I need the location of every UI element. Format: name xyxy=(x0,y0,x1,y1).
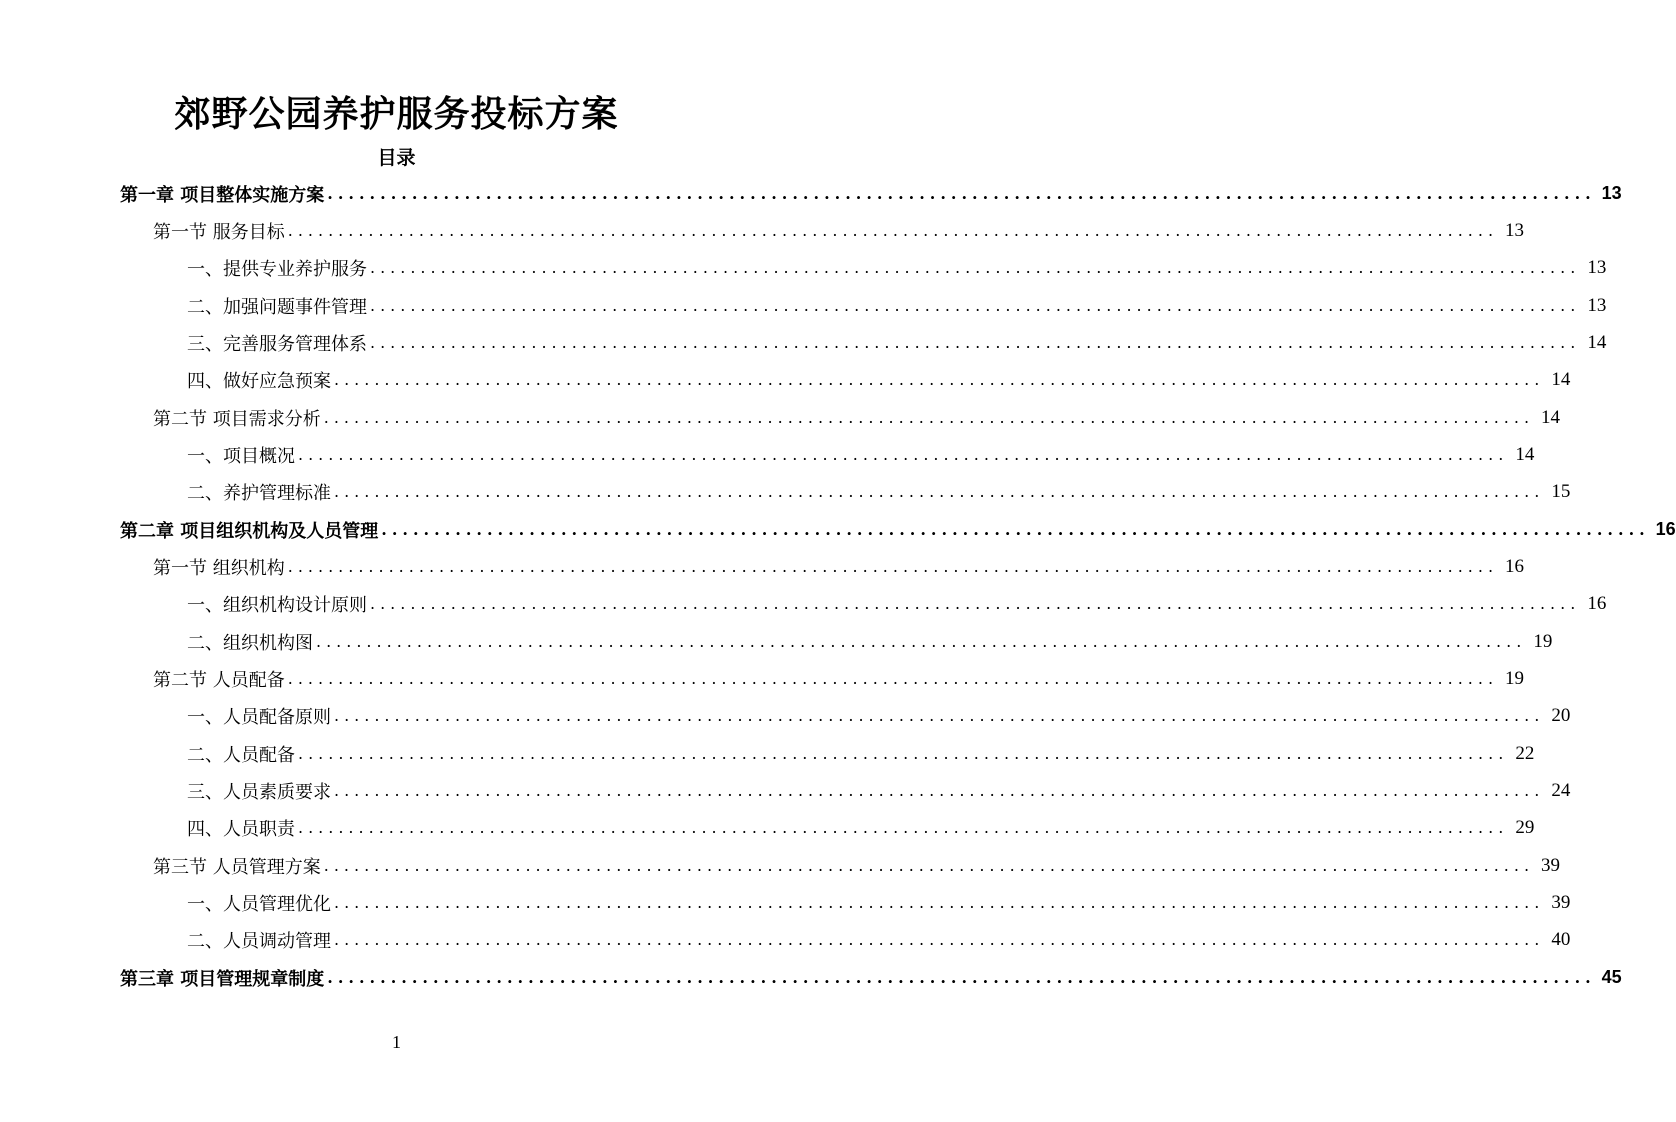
toc-entry-subsection[interactable] xyxy=(187,735,1535,772)
toc-entry-page: 14 xyxy=(1541,406,1561,428)
toc-entry-label: 二、组织机构图 xyxy=(187,632,313,654)
toc-entry-subsection[interactable] xyxy=(187,697,1571,734)
toc-dot-leader: ........................................................................................................................ xyxy=(287,221,1499,240)
toc-dot-leader: ........................................................................................................................ xyxy=(323,408,1535,427)
toc-entry-subsection[interactable] xyxy=(187,585,1607,622)
toc-entry-subsection[interactable] xyxy=(187,324,1607,361)
toc-dot-leader: ........................................................................................................................ xyxy=(381,520,1650,539)
toc-dot-leader: ........................................................................................................................ xyxy=(327,184,1596,203)
toc-entry-label: 四、做好应急预案 xyxy=(187,370,331,392)
toc-entry-page: 39 xyxy=(1551,891,1571,913)
toc-entry-page: 45 xyxy=(1601,967,1622,987)
toc-entry-label: 第二章 项目组织机构及人员管理 xyxy=(120,520,379,542)
toc-dot-leader: ........................................................................................................................ xyxy=(316,632,1527,651)
toc-entry-label: 第二节 人员配备 xyxy=(153,669,285,691)
toc-dot-leader: ........................................................................................................................ xyxy=(334,370,1545,389)
toc-entry-page: 16 xyxy=(1655,519,1676,539)
toc-entry-subsection[interactable] xyxy=(187,884,1571,921)
toc-entry-label: 二、人员配备 xyxy=(187,744,295,766)
toc-entry-page: 39 xyxy=(1541,854,1561,876)
toc-entry-chapter-2[interactable] xyxy=(120,511,1676,548)
toc-entry-label: 第一节 服务目标 xyxy=(153,221,285,243)
toc-dot-leader: ........................................................................................................................ xyxy=(327,968,1596,987)
toc-entry-label: 二、人员调动管理 xyxy=(187,930,331,952)
toc-entry-page: 14 xyxy=(1515,443,1535,465)
toc-entry-label: 二、加强问题事件管理 xyxy=(187,296,367,318)
toc-entry-label: 第一节 组织机构 xyxy=(153,557,285,579)
toc-dot-leader: ........................................................................................................................ xyxy=(298,744,1509,763)
toc-entry-page: 20 xyxy=(1551,704,1571,726)
toc-entry-label: 四、人员职责 xyxy=(187,818,295,840)
toc-entry-page: 40 xyxy=(1551,928,1571,950)
toc-entry-subsection[interactable] xyxy=(187,287,1607,324)
toc-entry-page: 22 xyxy=(1515,742,1535,764)
toc-entry-label: 三、完善服务管理体系 xyxy=(187,333,367,355)
toc-entry-label: 第一章 项目整体实施方案 xyxy=(120,184,325,206)
toc-dot-leader: ........................................................................................................................ xyxy=(370,296,1581,315)
toc-entry-page: 19 xyxy=(1505,667,1525,689)
toc-dot-leader: ........................................................................................................................ xyxy=(370,333,1581,352)
toc-entry-subsection[interactable] xyxy=(187,473,1571,510)
toc-entry-page: 14 xyxy=(1587,331,1607,353)
toc-entry-label: 一、组织机构设计原则 xyxy=(187,594,367,616)
toc-dot-leader: ........................................................................................................................ xyxy=(370,258,1581,277)
toc-entry-label: 一、提供专业养护服务 xyxy=(187,258,367,280)
toc-entry-page: 13 xyxy=(1587,294,1607,316)
toc-entry-page: 29 xyxy=(1515,816,1535,838)
toc-entry-subsection[interactable] xyxy=(187,436,1535,473)
toc-entry-label: 二、养护管理标准 xyxy=(187,482,331,504)
toc-entry-page: 16 xyxy=(1587,592,1607,614)
toc-entry-page: 19 xyxy=(1533,630,1553,652)
toc-entry-subsection[interactable] xyxy=(187,772,1571,809)
toc-dot-leader: ........................................................................................................................ xyxy=(334,930,1545,949)
toc-entry-section[interactable] xyxy=(153,660,1525,697)
toc-dot-leader: ........................................................................................................................ xyxy=(323,856,1535,875)
page-number: 1 xyxy=(392,1032,401,1052)
toc-entry-label: 一、人员管理优化 xyxy=(187,893,331,915)
toc-dot-leader: ........................................................................................................................ xyxy=(287,669,1499,688)
toc-entry-section[interactable] xyxy=(153,548,1525,585)
toc-entry-subsection[interactable] xyxy=(187,623,1553,660)
toc-entry-section[interactable] xyxy=(153,847,1561,884)
document-title: 郊野公园养护服务投标方案 xyxy=(174,93,619,135)
toc-entry-subsection[interactable] xyxy=(187,361,1571,398)
toc-entry-page: 13 xyxy=(1601,183,1622,203)
toc-entry-chapter-1[interactable] xyxy=(120,175,1622,212)
toc-entry-page: 16 xyxy=(1505,555,1525,577)
toc-entry-label: 一、项目概况 xyxy=(187,445,295,467)
toc-dot-leader: ........................................................................................................................ xyxy=(370,594,1581,613)
toc-entry-label: 第三章 项目管理规章制度 xyxy=(120,968,325,990)
toc-dot-leader: ........................................................................................................................ xyxy=(334,706,1545,725)
toc-entry-section[interactable] xyxy=(153,212,1525,249)
toc-entry-page: 13 xyxy=(1505,219,1525,241)
toc-entry-chapter-3[interactable] xyxy=(120,959,1622,996)
toc-entry-label: 第三节 人员管理方案 xyxy=(153,856,321,878)
toc-dot-leader: ........................................................................................................................ xyxy=(334,893,1545,912)
toc-dot-leader: ........................................................................................................................ xyxy=(334,482,1545,501)
toc-heading: 目录 xyxy=(377,147,416,169)
toc-entry-subsection[interactable] xyxy=(187,249,1607,286)
toc-entry-page: 15 xyxy=(1551,480,1571,502)
toc-entry-subsection[interactable] xyxy=(187,809,1535,846)
toc-entry-label: 三、人员素质要求 xyxy=(187,781,331,803)
toc-entry-page: 13 xyxy=(1587,256,1607,278)
toc-entry-page: 24 xyxy=(1551,779,1571,801)
toc-entry-page: 14 xyxy=(1551,368,1571,390)
toc-entry-subsection[interactable] xyxy=(187,921,1571,958)
toc-entry-section[interactable] xyxy=(153,399,1561,436)
toc-dot-leader: ........................................................................................................................ xyxy=(298,445,1509,464)
toc-dot-leader: ........................................................................................................................ xyxy=(287,557,1499,576)
toc-entry-label: 一、人员配备原则 xyxy=(187,706,331,728)
toc-dot-leader: ........................................................................................................................ xyxy=(334,781,1545,800)
toc-entry-label: 第二节 项目需求分析 xyxy=(153,408,321,430)
toc-dot-leader: ........................................................................................................................ xyxy=(298,818,1509,837)
